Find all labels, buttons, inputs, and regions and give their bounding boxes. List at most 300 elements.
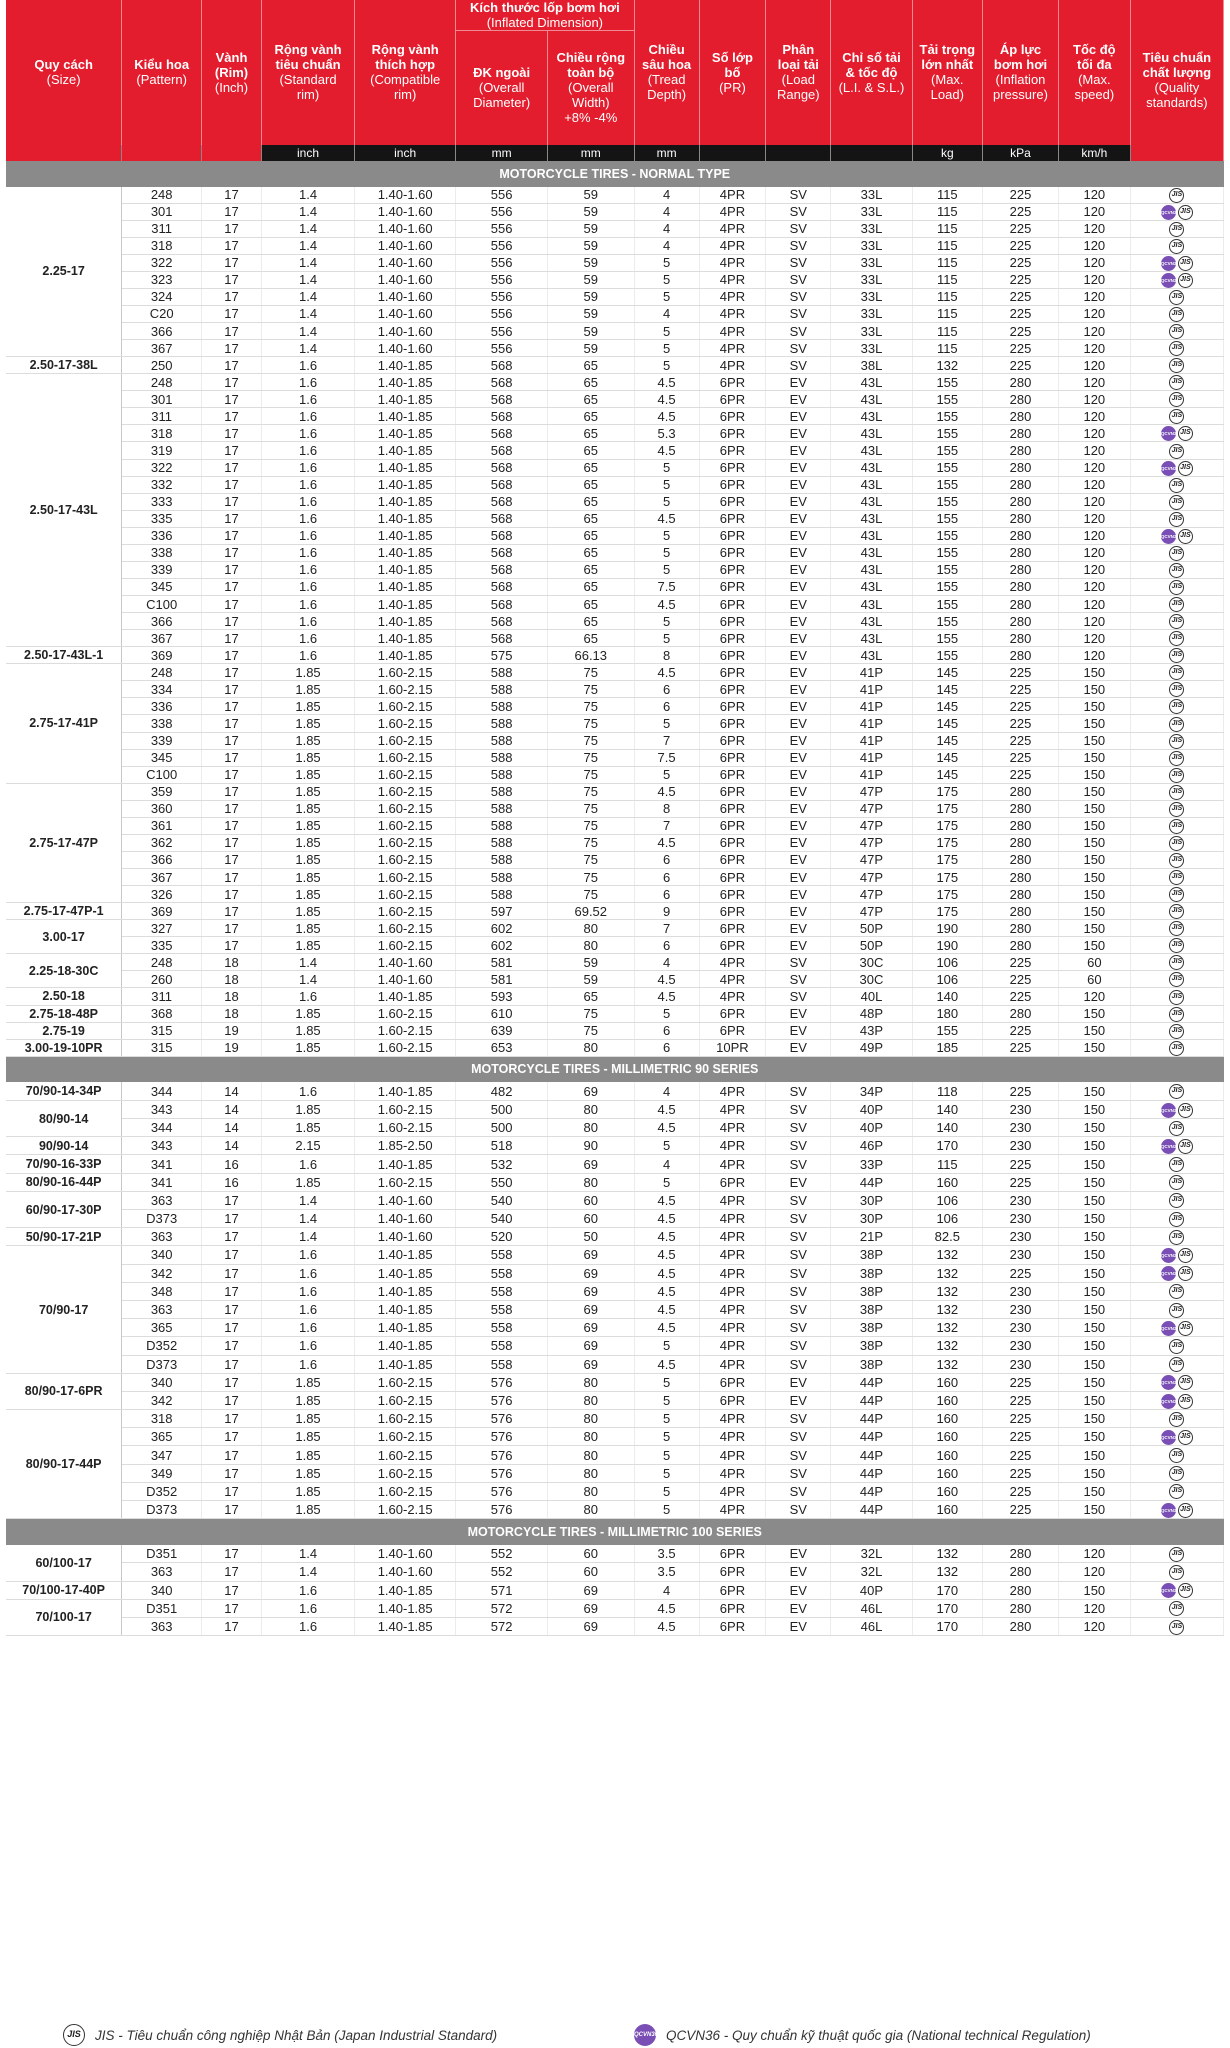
- overall-diameter-cell: 576: [456, 1446, 548, 1464]
- tread-depth-cell: 5: [634, 1446, 699, 1464]
- load-speed-index-cell: 43L: [831, 493, 912, 510]
- compatible-rim-cell: 1.40-1.85: [355, 544, 456, 561]
- jis-icon: JIS: [63, 2024, 85, 2046]
- overall-diameter-cell: 556: [456, 254, 548, 271]
- jis-icon: JIS: [1169, 512, 1184, 527]
- standard-rim-cell: 1.4: [261, 305, 354, 322]
- inflation-pressure-cell: 225: [983, 340, 1059, 357]
- ply-rating-cell: 4PR: [699, 1137, 766, 1155]
- max-load-cell: 160: [912, 1446, 983, 1464]
- qcvn-icon: QCVN36: [1161, 1248, 1176, 1263]
- overall-width-cell: 59: [548, 305, 634, 322]
- qcvn-icon: QCVN36: [1161, 1266, 1176, 1281]
- jis-icon: JIS: [1169, 580, 1184, 595]
- load-range-cell: SV: [766, 1337, 831, 1355]
- load-range-cell: EV: [766, 630, 831, 647]
- standard-rim-cell: 1.6: [261, 630, 354, 647]
- tread-depth-cell: 6: [634, 1022, 699, 1039]
- overall-width-cell: 69: [548, 1155, 634, 1173]
- table-row: [6, 869, 1224, 886]
- inflation-pressure-cell: 280: [983, 903, 1059, 920]
- rim-cell: 17: [202, 1210, 262, 1228]
- size-cell: 2.50-18: [6, 988, 122, 1005]
- table-row: [6, 1428, 1224, 1446]
- ply-rating-cell: 4PR: [699, 1446, 766, 1464]
- rim-cell: 17: [202, 800, 262, 817]
- load-range-cell: EV: [766, 903, 831, 920]
- compatible-rim-cell: 1.60-2.15: [355, 1464, 456, 1482]
- inflation-pressure-cell: 230: [983, 1100, 1059, 1118]
- tread-depth-cell: 7: [634, 732, 699, 749]
- inflation-pressure-cell: 280: [983, 476, 1059, 493]
- max-speed-cell: 120: [1058, 561, 1130, 578]
- standard-rim-cell: 1.85: [261, 851, 354, 868]
- header-max-speed: Tốc độ tối đa (Max. speed): [1058, 0, 1130, 145]
- compatible-rim-cell: 1.60-2.15: [355, 920, 456, 937]
- rim-cell: 17: [202, 1464, 262, 1482]
- pattern-cell: 339: [122, 561, 202, 578]
- load-range-cell: EV: [766, 596, 831, 613]
- pattern-cell: D352: [122, 1337, 202, 1355]
- quality-standards-cell: [1130, 732, 1223, 749]
- inflation-pressure-cell: 280: [983, 493, 1059, 510]
- tread-depth-cell: 4.5: [634, 783, 699, 800]
- pattern-cell: 368: [122, 1005, 202, 1022]
- load-speed-index-cell: 44P: [831, 1428, 912, 1446]
- table-row: [6, 1391, 1224, 1409]
- table-row: [6, 1173, 1224, 1191]
- rim-cell: 14: [202, 1100, 262, 1118]
- overall-width-cell: 75: [548, 869, 634, 886]
- inflation-pressure-cell: 225: [983, 203, 1059, 220]
- inflation-pressure-cell: 225: [983, 698, 1059, 715]
- jis-icon: JIS: [1178, 461, 1193, 476]
- max-speed-cell: 120: [1058, 425, 1130, 442]
- overall-diameter-cell: 588: [456, 869, 548, 886]
- overall-diameter-cell: 588: [456, 851, 548, 868]
- rim-cell: 17: [202, 476, 262, 493]
- rim-cell: 18: [202, 954, 262, 971]
- compatible-rim-cell: 1.40-1.60: [355, 288, 456, 305]
- load-range-cell: SV: [766, 288, 831, 305]
- max-speed-cell: 150: [1058, 1191, 1130, 1209]
- quality-standards-cell: [1130, 1173, 1223, 1191]
- tread-depth-cell: 4.5: [634, 1191, 699, 1209]
- max-speed-cell: 120: [1058, 323, 1130, 340]
- jis-icon: JIS: [1169, 597, 1184, 612]
- max-load-cell: 106: [912, 1191, 983, 1209]
- overall-diameter-cell: 518: [456, 1137, 548, 1155]
- inflation-pressure-cell: 225: [983, 1264, 1059, 1282]
- rim-cell: 19: [202, 1039, 262, 1056]
- ply-rating-cell: 6PR: [699, 630, 766, 647]
- rim-cell: 17: [202, 851, 262, 868]
- ply-rating-cell: 4PR: [699, 1355, 766, 1373]
- max-load-cell: 115: [912, 288, 983, 305]
- load-range-cell: SV: [766, 1264, 831, 1282]
- pattern-cell: 360: [122, 800, 202, 817]
- load-range-cell: SV: [766, 1355, 831, 1373]
- load-range-cell: EV: [766, 544, 831, 561]
- tread-depth-cell: 4: [634, 187, 699, 204]
- size-cell: 2.50-17-43L-1: [6, 647, 122, 664]
- load-speed-index-cell: 30C: [831, 971, 912, 988]
- compatible-rim-cell: 1.60-2.15: [355, 715, 456, 732]
- jis-icon: JIS: [1169, 341, 1184, 356]
- inflation-pressure-cell: 280: [983, 869, 1059, 886]
- quality-standards-cell: [1130, 1191, 1223, 1209]
- overall-diameter-cell: 552: [456, 1545, 548, 1563]
- inflation-pressure-cell: 225: [983, 664, 1059, 681]
- max-load-cell: 115: [912, 203, 983, 220]
- max-speed-cell: 150: [1058, 749, 1130, 766]
- ply-rating-cell: 6PR: [699, 459, 766, 476]
- pattern-cell: C100: [122, 766, 202, 783]
- load-range-cell: EV: [766, 937, 831, 954]
- compatible-rim-cell: 1.40-1.85: [355, 596, 456, 613]
- quality-standards-cell: [1130, 1428, 1223, 1446]
- rim-cell: 18: [202, 1005, 262, 1022]
- size-cell: 60/90-17-30P: [6, 1191, 122, 1227]
- size-cell: 3.00-17: [6, 920, 122, 954]
- unit-cell: km/h: [1058, 145, 1130, 161]
- standard-rim-cell: 1.6: [261, 1264, 354, 1282]
- quality-standards-cell: [1130, 1563, 1223, 1581]
- qcvn-icon: QCVN36: [1161, 1375, 1176, 1390]
- max-load-cell: 145: [912, 766, 983, 783]
- quality-standards-cell: [1130, 1464, 1223, 1482]
- ply-rating-cell: 6PR: [699, 647, 766, 664]
- jis-icon: JIS: [1169, 836, 1184, 851]
- overall-width-cell: 69: [548, 1082, 634, 1100]
- overall-width-cell: 80: [548, 1039, 634, 1056]
- standard-rim-cell: 1.4: [261, 340, 354, 357]
- jis-icon: JIS: [1169, 1620, 1184, 1635]
- table-row: [6, 664, 1224, 681]
- compatible-rim-cell: 1.60-2.15: [355, 1005, 456, 1022]
- compatible-rim-cell: 1.60-2.15: [355, 1410, 456, 1428]
- load-range-cell: SV: [766, 1319, 831, 1337]
- load-range-cell: SV: [766, 1482, 831, 1500]
- load-speed-index-cell: 47P: [831, 851, 912, 868]
- table-row: [6, 1482, 1224, 1500]
- load-range-cell: EV: [766, 613, 831, 630]
- rim-cell: 17: [202, 510, 262, 527]
- overall-diameter-cell: 581: [456, 954, 548, 971]
- max-load-cell: 180: [912, 1005, 983, 1022]
- inflation-pressure-cell: 280: [983, 834, 1059, 851]
- max-load-cell: 145: [912, 715, 983, 732]
- max-load-cell: 170: [912, 1137, 983, 1155]
- compatible-rim-cell: 1.40-1.60: [355, 1563, 456, 1581]
- ply-rating-cell: 6PR: [699, 561, 766, 578]
- jis-icon: JIS: [1178, 1321, 1193, 1336]
- jis-icon: JIS: [1169, 409, 1184, 424]
- quality-standards-cell: [1130, 954, 1223, 971]
- compatible-rim-cell: 1.60-2.15: [355, 834, 456, 851]
- max-load-cell: 175: [912, 783, 983, 800]
- standard-rim-cell: 1.4: [261, 288, 354, 305]
- compatible-rim-cell: 1.40-1.85: [355, 1300, 456, 1318]
- pattern-cell: 347: [122, 1446, 202, 1464]
- quality-standards-cell: [1130, 408, 1223, 425]
- pattern-cell: 365: [122, 1319, 202, 1337]
- table-row: [6, 766, 1224, 783]
- tread-depth-cell: 5: [634, 544, 699, 561]
- tread-depth-cell: 4.5: [634, 1228, 699, 1246]
- jis-icon: JIS: [1169, 699, 1184, 714]
- max-speed-cell: 150: [1058, 732, 1130, 749]
- load-speed-index-cell: 38P: [831, 1246, 912, 1264]
- standard-rim-cell: 1.6: [261, 1355, 354, 1373]
- quality-standards-cell: [1130, 920, 1223, 937]
- section-header: [6, 161, 1224, 187]
- inflation-pressure-cell: 230: [983, 1355, 1059, 1373]
- compatible-rim-cell: 1.60-2.15: [355, 886, 456, 903]
- rim-cell: 17: [202, 1410, 262, 1428]
- max-load-cell: 118: [912, 1082, 983, 1100]
- size-cell: 2.75-17-47P: [6, 783, 122, 902]
- ply-rating-cell: 6PR: [699, 732, 766, 749]
- max-speed-cell: 150: [1058, 834, 1130, 851]
- ply-rating-cell: 6PR: [699, 596, 766, 613]
- overall-width-cell: 65: [548, 510, 634, 527]
- load-speed-index-cell: 44P: [831, 1373, 912, 1391]
- pattern-cell: 363: [122, 1191, 202, 1209]
- table-row: [6, 357, 1224, 374]
- jis-icon: JIS: [1169, 972, 1184, 987]
- compatible-rim-cell: 1.60-2.15: [355, 783, 456, 800]
- load-range-cell: SV: [766, 988, 831, 1005]
- unit-cell: [699, 145, 766, 161]
- inflation-pressure-cell: 225: [983, 271, 1059, 288]
- table-row: [6, 1464, 1224, 1482]
- ply-rating-cell: 4PR: [699, 187, 766, 204]
- header-overall-width: Chiều rộng toàn bộ (Overall Width) +8% -4%: [548, 31, 634, 145]
- load-range-cell: EV: [766, 834, 831, 851]
- standard-rim-cell: 1.4: [261, 220, 354, 237]
- jis-icon: JIS: [1178, 1266, 1193, 1281]
- max-speed-cell: 150: [1058, 1228, 1130, 1246]
- overall-diameter-cell: 568: [456, 476, 548, 493]
- overall-diameter-cell: 571: [456, 1581, 548, 1599]
- rim-cell: 17: [202, 732, 262, 749]
- table-row: [6, 271, 1224, 288]
- overall-width-cell: 69: [548, 1264, 634, 1282]
- overall-width-cell: 69: [548, 1581, 634, 1599]
- compatible-rim-cell: 1.60-2.15: [355, 1119, 456, 1137]
- overall-width-cell: 75: [548, 886, 634, 903]
- pattern-cell: D373: [122, 1501, 202, 1519]
- pattern-cell: 345: [122, 749, 202, 766]
- max-load-cell: 155: [912, 613, 983, 630]
- overall-width-cell: 60: [548, 1210, 634, 1228]
- max-load-cell: 160: [912, 1391, 983, 1409]
- overall-width-cell: 80: [548, 1373, 634, 1391]
- load-speed-index-cell: 43L: [831, 596, 912, 613]
- load-speed-index-cell: 43L: [831, 578, 912, 595]
- section-title: MOTORCYCLE TIRES - MILLIMETRIC 90 SERIES: [6, 1056, 1224, 1082]
- max-load-cell: 155: [912, 544, 983, 561]
- unit-cell: mm: [548, 145, 634, 161]
- max-speed-cell: 120: [1058, 544, 1130, 561]
- tread-depth-cell: 6: [634, 681, 699, 698]
- ply-rating-cell: 4PR: [699, 1464, 766, 1482]
- quality-standards-cell: [1130, 1300, 1223, 1318]
- standard-rim-cell: 2.15: [261, 1137, 354, 1155]
- standard-rim-cell: 1.6: [261, 1617, 354, 1635]
- table-row: [6, 1337, 1224, 1355]
- max-speed-cell: 150: [1058, 766, 1130, 783]
- overall-width-cell: 75: [548, 851, 634, 868]
- inflation-pressure-cell: 225: [983, 187, 1059, 204]
- load-range-cell: EV: [766, 920, 831, 937]
- inflation-pressure-cell: 225: [983, 1373, 1059, 1391]
- quality-standards-cell: [1130, 1264, 1223, 1282]
- ply-rating-cell: 4PR: [699, 1210, 766, 1228]
- max-speed-cell: 150: [1058, 698, 1130, 715]
- tread-depth-cell: 6: [634, 851, 699, 868]
- overall-width-cell: 80: [548, 1410, 634, 1428]
- standard-rim-cell: 1.6: [261, 425, 354, 442]
- rim-cell: 17: [202, 1319, 262, 1337]
- quality-standards-cell: [1130, 749, 1223, 766]
- compatible-rim-cell: 1.40-1.85: [355, 527, 456, 544]
- inflation-pressure-cell: 280: [983, 425, 1059, 442]
- max-load-cell: 175: [912, 886, 983, 903]
- standard-rim-cell: 1.4: [261, 323, 354, 340]
- max-load-cell: 132: [912, 1545, 983, 1563]
- compatible-rim-cell: 1.40-1.85: [355, 1282, 456, 1300]
- rim-cell: 17: [202, 1373, 262, 1391]
- header-quality-standards: Tiêu chuẩn chất lượng (Quality standards): [1130, 0, 1223, 161]
- overall-diameter-cell: 588: [456, 766, 548, 783]
- pattern-cell: 344: [122, 1119, 202, 1137]
- standard-rim-cell: 1.85: [261, 749, 354, 766]
- unit-cell: mm: [456, 145, 548, 161]
- jis-icon: JIS: [1169, 290, 1184, 305]
- tread-depth-cell: 5: [634, 288, 699, 305]
- rim-cell: 17: [202, 374, 262, 391]
- inflation-pressure-cell: 225: [983, 732, 1059, 749]
- quality-standards-cell: [1130, 851, 1223, 868]
- max-load-cell: 106: [912, 1210, 983, 1228]
- table-row: [6, 237, 1224, 254]
- load-range-cell: SV: [766, 1191, 831, 1209]
- load-range-cell: EV: [766, 1173, 831, 1191]
- load-range-cell: EV: [766, 664, 831, 681]
- jis-icon: JIS: [1169, 1565, 1184, 1580]
- max-speed-cell: 120: [1058, 988, 1130, 1005]
- load-range-cell: SV: [766, 1501, 831, 1519]
- inflation-pressure-cell: 225: [983, 323, 1059, 340]
- jis-icon: JIS: [1169, 819, 1184, 834]
- standard-rim-cell: 1.85: [261, 869, 354, 886]
- pattern-cell: 349: [122, 1464, 202, 1482]
- quality-standards-cell: [1130, 886, 1223, 903]
- quality-standards-cell: [1130, 1501, 1223, 1519]
- size-cell: 2.75-17-47P-1: [6, 903, 122, 920]
- inflation-pressure-cell: 225: [983, 1446, 1059, 1464]
- max-load-cell: 155: [912, 459, 983, 476]
- tire-spec-table: [6, 0, 1224, 1636]
- rim-cell: 17: [202, 578, 262, 595]
- inflation-pressure-cell: 225: [983, 1391, 1059, 1409]
- overall-width-cell: 75: [548, 664, 634, 681]
- max-speed-cell: 120: [1058, 459, 1130, 476]
- rim-cell: 17: [202, 681, 262, 698]
- overall-diameter-cell: 588: [456, 715, 548, 732]
- ply-rating-cell: 6PR: [699, 374, 766, 391]
- max-speed-cell: 150: [1058, 903, 1130, 920]
- ply-rating-cell: 4PR: [699, 1155, 766, 1173]
- rim-cell: 17: [202, 1391, 262, 1409]
- standard-rim-cell: 1.6: [261, 1337, 354, 1355]
- max-load-cell: 132: [912, 1300, 983, 1318]
- table-row: [6, 391, 1224, 408]
- compatible-rim-cell: 1.60-2.15: [355, 851, 456, 868]
- standard-rim-cell: 1.6: [261, 1155, 354, 1173]
- jis-icon: JIS: [1169, 1303, 1184, 1318]
- overall-width-cell: 69: [548, 1599, 634, 1617]
- overall-diameter-cell: 593: [456, 988, 548, 1005]
- standard-rim-cell: 1.6: [261, 544, 354, 561]
- standard-rim-cell: 1.6: [261, 1282, 354, 1300]
- max-speed-cell: 150: [1058, 1337, 1130, 1355]
- pattern-cell: 361: [122, 817, 202, 834]
- overall-width-cell: 80: [548, 1173, 634, 1191]
- table-row: [6, 323, 1224, 340]
- rim-cell: 17: [202, 766, 262, 783]
- standard-rim-cell: 1.85: [261, 664, 354, 681]
- ply-rating-cell: 6PR: [699, 937, 766, 954]
- tread-depth-cell: 5: [634, 715, 699, 732]
- jis-icon: JIS: [1169, 1466, 1184, 1481]
- tread-depth-cell: 6: [634, 869, 699, 886]
- max-speed-cell: 150: [1058, 1319, 1130, 1337]
- table-row: [6, 630, 1224, 647]
- max-speed-cell: 120: [1058, 340, 1130, 357]
- standard-rim-cell: 1.6: [261, 647, 354, 664]
- table-row: [6, 1005, 1224, 1022]
- overall-width-cell: 65: [548, 578, 634, 595]
- tread-depth-cell: 7.5: [634, 578, 699, 595]
- rim-cell: 14: [202, 1119, 262, 1137]
- overall-diameter-cell: 568: [456, 544, 548, 561]
- rim-cell: 17: [202, 237, 262, 254]
- section-header: [6, 1519, 1224, 1545]
- standard-rim-cell: 1.6: [261, 1581, 354, 1599]
- table-row: [6, 1617, 1224, 1635]
- max-speed-cell: 120: [1058, 493, 1130, 510]
- inflation-pressure-cell: 230: [983, 1137, 1059, 1155]
- quality-standards-cell: [1130, 903, 1223, 920]
- compatible-rim-cell: 1.40-1.85: [355, 578, 456, 595]
- pattern-cell: 362: [122, 834, 202, 851]
- ply-rating-cell: 4PR: [699, 340, 766, 357]
- ply-rating-cell: 6PR: [699, 425, 766, 442]
- tread-depth-cell: 4.5: [634, 1355, 699, 1373]
- rim-cell: 17: [202, 1282, 262, 1300]
- load-range-cell: EV: [766, 391, 831, 408]
- overall-diameter-cell: 558: [456, 1246, 548, 1264]
- ply-rating-cell: 4PR: [699, 1319, 766, 1337]
- compatible-rim-cell: 1.40-1.85: [355, 391, 456, 408]
- pattern-cell: 327: [122, 920, 202, 937]
- max-load-cell: 155: [912, 596, 983, 613]
- load-range-cell: EV: [766, 1005, 831, 1022]
- rim-cell: 16: [202, 1155, 262, 1173]
